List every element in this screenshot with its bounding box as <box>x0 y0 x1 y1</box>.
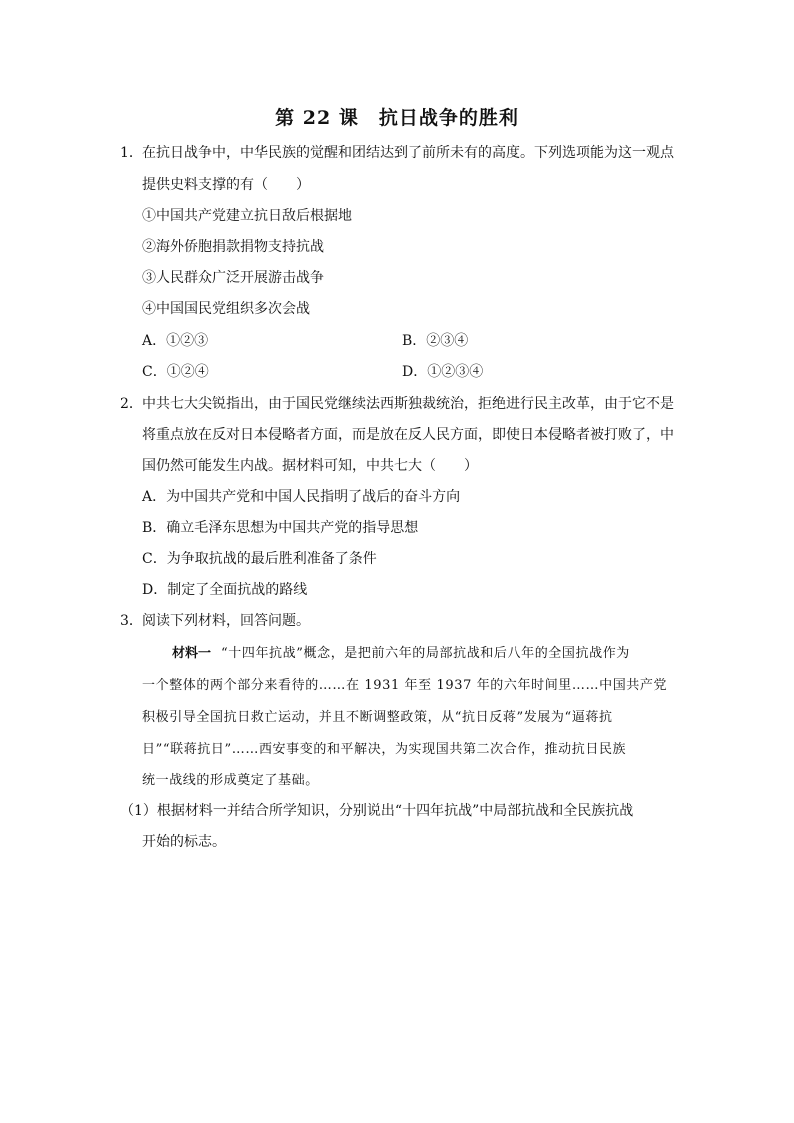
option-d: D．①②③④ <box>402 364 484 380</box>
sub-question-1-cont: 开始的标志。 <box>142 834 226 850</box>
option-a: A．为中国共产党和中国人民指明了战后的奋斗方向 <box>142 489 461 505</box>
question-stem: 中共七大尖锐指出，由于国民党继续法西斯独裁统治，拒绝进行民主改革，由于它不是 <box>142 396 674 412</box>
material-text: 一个整体的两个部分来看待的……在 1931 年至 1937 年的六年时间里……中国共产党 <box>142 678 668 693</box>
option-c: C．①②④ <box>142 364 209 380</box>
option-c: C．为争取抗战的最后胜利准备了条件 <box>142 551 377 567</box>
option-b: B．确立毛泽东思想为中国共产党的指导思想 <box>142 520 419 536</box>
option-d: D．制定了全面抗战的路线 <box>142 582 308 598</box>
option-a: A．①②③ <box>142 333 209 349</box>
question-number: 3． <box>120 613 143 629</box>
material-text: 日”“联蒋抗日”……西安事变的和平解决，为实现国共第二次合作，推动抗日民族 <box>142 742 627 757</box>
question-stem: 将重点放在反对日本侵略者方面，而是放在反人民方面，即使日本侵略者被打败了，中 <box>142 427 674 443</box>
question-stem: 阅读下列材料，回答问题。 <box>142 613 310 629</box>
sub-question-1: （1）根据材料一并结合所学知识，分别说出“十四年抗战”中局部抗战和全民族抗战 <box>120 803 634 819</box>
option-b: B．②③④ <box>402 333 469 349</box>
statement-item: ③人民群众广泛开展游击战争 <box>142 270 324 286</box>
material-text: 统一战线的形成奠定了基础。 <box>142 773 319 788</box>
material-heading: 材料一 <box>172 646 212 661</box>
question-stem: 提供史料支撑的有（ ） <box>142 177 310 193</box>
statement-item: ②海外侨胞捐款捐物支持抗战 <box>142 239 324 255</box>
statement-item: ④中国国民党组织多次会战 <box>142 301 310 317</box>
statement-item: ①中国共产党建立抗日敌后根据地 <box>142 208 352 224</box>
question-stem: 在抗日战争中，中华民族的觉醒和团结达到了前所未有的高度。下列选项能为这一观点 <box>142 145 674 161</box>
material-text: 积极引导全国抗日救亡运动，并且不断调整政策，从“抗日反蒋”发展为“逼蒋抗 <box>142 710 613 725</box>
material-text: “十四年抗战”概念，是把前六年的局部抗战和后八年的全国抗战作为 <box>221 646 630 661</box>
question-number: 2． <box>120 396 143 412</box>
question-number: 1． <box>120 145 143 161</box>
page-title: 第 22 课 抗日战争的胜利 <box>275 107 519 129</box>
question-stem: 国仍然可能发生内战。据材料可知，中共七大（ ） <box>142 458 478 474</box>
